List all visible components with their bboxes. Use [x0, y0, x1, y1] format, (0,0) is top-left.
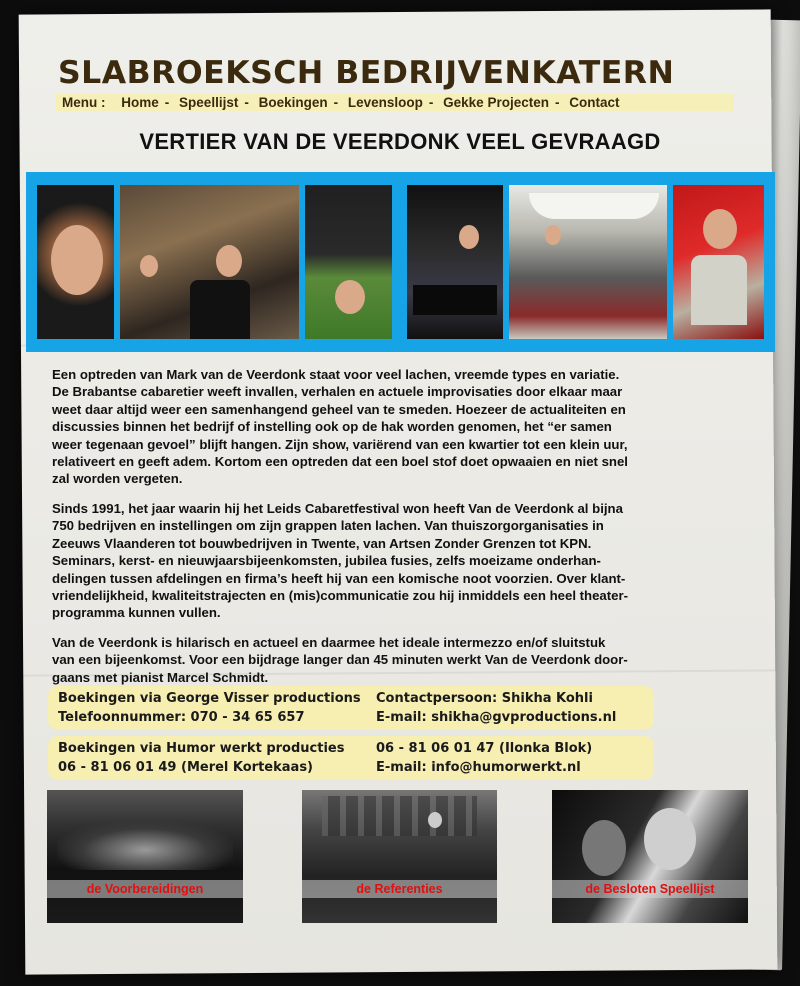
photo-performer-on-grass: [305, 185, 392, 339]
text-line: weet daar altijd weer een samenhangend geheel van te smeden. Hoezeer de actualiteiten en: [52, 401, 626, 417]
thumbnail-voorbereidingen[interactable]: [47, 790, 243, 923]
text-line: programma kunnen vullen.: [52, 605, 221, 621]
text-line: 750 bedrijven en instellingen om zijn grappen laten lachen. Van thuiszorgorganisaties in: [52, 518, 604, 534]
photo-piano-performance: [407, 185, 503, 339]
masthead-title: SLABROEKSCH BEDRIJVENKATERN: [58, 55, 675, 91]
booking-phone-2: 06 - 81 06 01 47 (Ilonka Blok): [376, 741, 593, 756]
booking-box-humor-werkt: [48, 736, 654, 780]
photo-audience-performance: [120, 185, 299, 339]
menu-item-levensloop[interactable]: Levensloop: [347, 95, 423, 110]
thumbnail-caption[interactable]: de Besloten Speellijst: [552, 880, 748, 898]
text-line: Seminars, kerst- en nieuwjaarsbijeenkomsten, jubilea fusies, zelfs moeizame onderhan-: [52, 553, 601, 569]
booking-agency: Boekingen via George Visser productions: [58, 691, 361, 706]
thumbnail-caption[interactable]: de Referenties: [302, 880, 497, 898]
text-line: gaans met pianist Marcel Schmidt.: [52, 669, 269, 685]
text-line: Een optreden van Mark van de Veerdonk staat voor veel lachen, vreemde types en variatie.: [52, 367, 620, 382]
text-line: Zeeuws Vlaanderen tot bouwbedrijven in Twente, van Artsen Zonder Grenzen tot KPN.: [52, 535, 592, 551]
text-line: vriendelijkheid, kwaliteitstrajecten en (mis)communicatie zou hij inmiddels een heel theater-: [52, 588, 629, 604]
text-line: Sinds 1991, het jaar waarin hij het Leids Cabaretfestival won heeft Van de Veerdonk al bijna: [52, 501, 623, 516]
menu-item-speellijst[interactable]: Speellijst: [179, 95, 239, 110]
booking-phone: 06 - 81 06 01 49 (Merel Kortekaas): [58, 760, 313, 775]
menu-item-gekke-projecten[interactable]: Gekke Projecten: [443, 95, 549, 110]
menu-label: Menu :: [62, 95, 106, 110]
thumbnail-referenties[interactable]: [302, 790, 497, 923]
text-line: weer tegenaan gevoel” blijft hangen. Zijn show, variërend van een kwartier tot een klein uur,: [52, 436, 628, 452]
booking-email-link[interactable]: E-mail: shikha@gvproductions.nl: [376, 710, 617, 725]
article-paragraph-1: [52, 366, 672, 488]
photo-comedian-closeup: [37, 185, 114, 339]
article-paragraph-3: [52, 634, 672, 686]
text-line: De Brabantse cabaretier weeft invallen, verhalen en actuele improvisaties door elkaar maar: [52, 384, 623, 400]
booking-contact: Contactpersoon: Shikha Kohli: [376, 691, 593, 706]
thumbnail-besloten-speellijst[interactable]: [552, 790, 748, 923]
text-line: relativeert en geeft adem. Kortom een optreden dat een boel stof doet opwaaien en niet snel: [52, 454, 628, 470]
booking-email-link[interactable]: E-mail: info@humorwerkt.nl: [376, 760, 581, 775]
photo-strip: [26, 172, 775, 352]
text-line: zal worden vergeten.: [52, 471, 183, 487]
text-line: discussies binnen het bedrijf of instelling ook op de hak worden genomen, het “er samen: [52, 419, 612, 435]
thumbnail-caption[interactable]: de Voorbereidingen: [47, 880, 243, 898]
article-headline: VERTIER VAN DE VEERDONK VEEL GEVRAAGD: [139, 129, 661, 154]
booking-phone: Telefoonnummer: 070 - 34 65 657: [58, 710, 305, 725]
menu-item-home[interactable]: Home: [121, 95, 159, 110]
text-line: delingen tussen afdelingen en firma’s heeft hij van een komische noot voorzien. Over klant-: [52, 570, 626, 586]
text-line: van een bijeenkomst. Voor een bijdrage langer dan 45 minuten werkt Van de Veerdonk door-: [52, 652, 628, 668]
text-line: Van de Veerdonk is hilarisch en actueel en daarmee het ideale intermezzo en/of sluitstuk: [52, 635, 606, 650]
photo-speaker-at-lectern: [673, 185, 764, 339]
menu-item-contact[interactable]: Contact: [569, 95, 620, 110]
booking-agency: Boekingen via Humor werkt producties: [58, 741, 345, 756]
article-paragraph-2: [52, 500, 672, 622]
main-menu: Menu : Home - Speellijst - Boekingen - Levensloop - Gekke Projecten - Contact: [56, 94, 734, 111]
menu-item-boekingen[interactable]: Boekingen: [258, 95, 328, 110]
booking-box-george-visser: [48, 686, 654, 730]
photo-outdoor-orchestra: [509, 185, 667, 339]
